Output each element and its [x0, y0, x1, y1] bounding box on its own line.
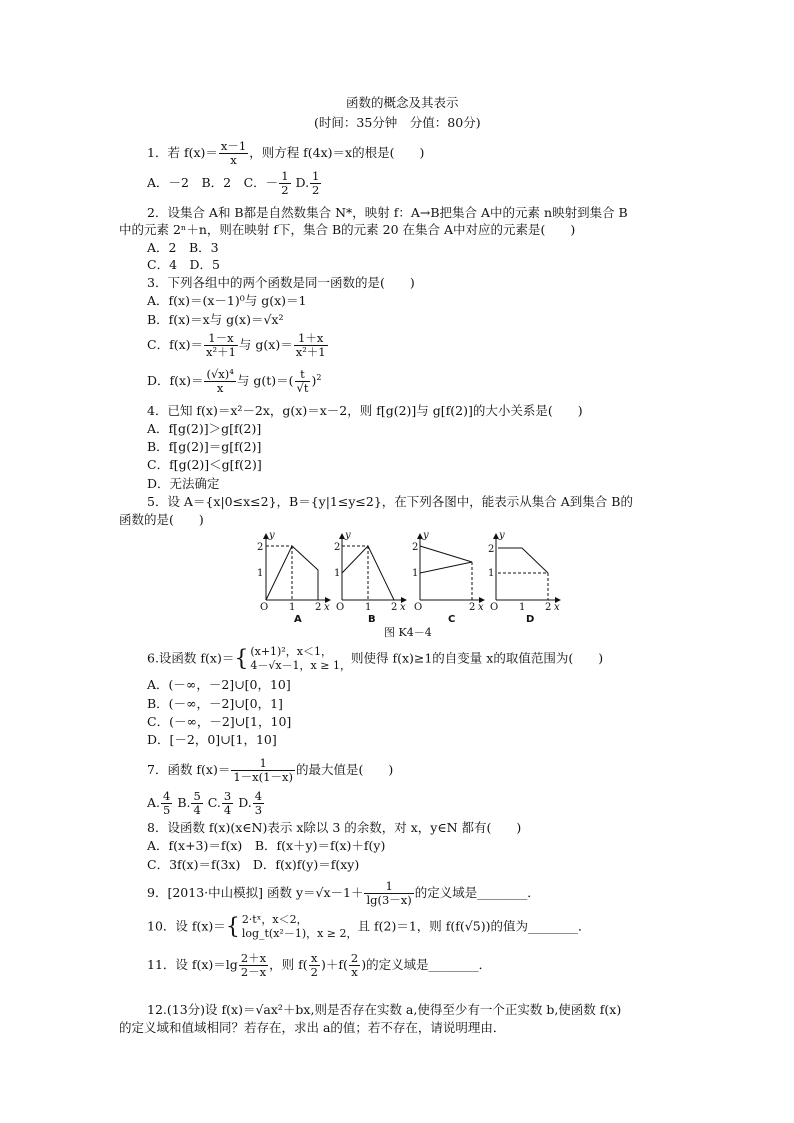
graph-c	[420, 534, 484, 600]
graph-c-axis-x: x	[478, 602, 484, 613]
q6-pre: 6.设函数 f(x)＝	[147, 650, 235, 666]
q10-brace: {	[225, 914, 240, 940]
q3-c-den2: x²＋1	[295, 345, 326, 359]
q11-pre: 11．设 f(x)＝lg	[147, 957, 238, 972]
q7-b-num: 5	[193, 789, 201, 803]
graph-b-tick-x1: 1	[365, 602, 372, 613]
q3-d-exponent: 2	[316, 372, 322, 382]
q3-d-fraction-2	[295, 368, 311, 395]
question-7	[147, 757, 393, 784]
q1-post: ，则方程 f(4x)＝x的根是( )	[249, 145, 425, 160]
graph-d-axis-x: x	[554, 602, 560, 613]
question-8-options-cd: C．3f(x)＝f(3x) D．f(x)f(y)＝f(xy)	[147, 857, 360, 872]
question-1	[147, 140, 424, 167]
question-3-option-b: B．f(x)＝x与 g(x)＝√x²	[147, 312, 284, 327]
q3-d-pre: D．f(x)＝	[147, 373, 204, 388]
graph-a-axis-x: x	[324, 602, 330, 613]
graph-a-tick-y2: 2	[257, 542, 264, 553]
page-title: 函数的概念及其表示	[346, 95, 459, 110]
graph-a-tick-y1: 1	[257, 568, 264, 579]
q11-d1: 2	[310, 965, 318, 979]
question-6-option-a: A．(－∞，－2]∪[0，10]	[147, 677, 291, 692]
q1-fraction	[219, 140, 248, 167]
question-4-option-d: D．无法确定	[147, 476, 220, 491]
question-2-options-cd: C．4 D．5	[147, 257, 220, 272]
graph-c-tick-y1: 1	[412, 568, 419, 579]
question-3-option-c	[147, 332, 329, 359]
graph-b-tick-x2: 2	[391, 602, 398, 613]
q7-c-den: 4	[223, 803, 232, 817]
q10-cases	[242, 913, 358, 941]
q10-pre: 10．设 f(x)＝	[147, 918, 226, 934]
graph-b-tick-y1: 1	[334, 568, 341, 579]
q7-a-num: 4	[163, 789, 171, 803]
graph-label-a: A	[294, 614, 302, 625]
q7-post: 的最大值是( )	[295, 762, 394, 777]
question-4-stem: 4．已知 f(x)＝x²－2x，g(x)＝x－2，则 f[g(2)]与 g[f(2)]的大小关系是( )	[147, 403, 583, 418]
q3-c-mid: 与 g(x)＝	[238, 337, 293, 352]
graph-d-axis-y: y	[499, 530, 505, 541]
graph-b	[342, 534, 406, 600]
graph-b-axis-x: x	[400, 602, 406, 613]
graph-d-tick-x1: 1	[519, 602, 526, 613]
q11-d2: x	[351, 965, 358, 979]
q6-brace: {	[234, 646, 249, 672]
graph-c-tick-y2: 2	[412, 542, 419, 553]
q1-fx: f(x)＝	[183, 145, 218, 160]
q3-c-pre: C．f(x)＝	[147, 337, 203, 352]
q1-options-text: A．－2 B．2 C．－	[147, 175, 279, 190]
graph-b-axis-y: y	[345, 530, 351, 541]
q3-d-num2: t	[295, 368, 311, 382]
graph-b-origin: O	[336, 602, 345, 613]
q7-num: 1	[231, 757, 295, 771]
question-4-option-c: C．f[g(2)]＜g[f(2)]	[147, 457, 262, 472]
q7-b-label: B.	[173, 795, 191, 810]
graph-a	[266, 534, 330, 600]
question-7-options	[147, 790, 265, 817]
q7-den: 1－x(1－x)	[233, 770, 293, 784]
q7-c-label: C.	[203, 795, 221, 810]
q7-d-fraction	[253, 790, 264, 817]
graph-c-tick-x2: 2	[469, 602, 476, 613]
graph-d-tick-y2: 2	[488, 544, 495, 555]
q9-post: 的定义域是________．	[414, 885, 540, 900]
q11-plus: ＋f	[325, 957, 343, 972]
question-3-option-d: D．f(x)＝ $\frac{\text{(√x)⁴}}{x}$ 与 g(t)＝( $\frac{t}{√t}$ )$^2$	[147, 367, 322, 395]
q3-c-num2: 1＋x	[294, 332, 328, 346]
q3-d-den2: √t	[296, 381, 309, 395]
graph-c-origin: O	[414, 602, 423, 613]
q7-a-den: 5	[163, 803, 171, 817]
graph-d	[496, 534, 560, 600]
question-4-option-b: B．f[g(2)]＝g[f(2)]	[147, 439, 262, 454]
q3-d-den1: x	[216, 381, 224, 395]
q11-post: 的定义域是________．	[366, 957, 492, 972]
graph-d-tick-y1: 1	[488, 568, 495, 579]
question-12-line2: 的定义域和值域相同？若存在，求出 a的值；若不存在，请说明理由．	[119, 1020, 506, 1035]
q3-c-den1: x²＋1	[206, 345, 236, 359]
q1-d-label: D.	[291, 175, 310, 190]
graph-a-axis-y: y	[269, 530, 275, 541]
q9-num: 1	[364, 880, 413, 894]
q1-den: x	[230, 153, 237, 167]
q3-d-num1: (√x)⁴	[206, 367, 234, 381]
q10-case1: 2·tˣ，x＜2，	[241, 913, 308, 926]
q10-case2: log_t(x²－1)，x ≥ 2，	[241, 927, 358, 940]
graph-d-tick-x2: 2	[545, 602, 552, 613]
q3-d-mid: 与 g(t)＝	[236, 373, 289, 388]
question-10	[147, 913, 590, 941]
graph-a-tick-x2: 2	[315, 602, 322, 613]
graph-a-origin: O	[260, 602, 269, 613]
q9-den: lg(3－x)	[366, 893, 412, 907]
graph-label-d: D	[526, 614, 535, 625]
q7-d-label: D.	[234, 795, 252, 810]
q11-fraction-1	[309, 952, 320, 979]
q11-n2: 2	[350, 951, 359, 965]
question-6-option-c: C．(－∞，－2]∪[1，10]	[147, 714, 292, 729]
q11-n1: x	[309, 952, 320, 966]
q11-mid: ，则 f	[269, 957, 303, 972]
question-4-option-a: A．f[g(2)]＞g[f(2)]	[147, 421, 262, 436]
question-3-stem: 3．下列各组中的两个函数是同一函数的是( )	[147, 275, 415, 290]
q11-num: 2＋x	[240, 951, 267, 965]
q3-d-fraction-1	[204, 368, 235, 395]
question-5-line2: 函数的是( )	[119, 512, 204, 527]
figure-caption: 图 K4－4	[384, 626, 432, 639]
q11-den: 2－x	[240, 965, 267, 979]
q6-cases	[250, 645, 351, 673]
q7-d-num: 4	[254, 789, 263, 803]
q1-d-num: 1	[312, 169, 320, 183]
question-2-options-ab: A．2 B．3	[147, 240, 219, 255]
q7-a-fraction	[161, 790, 172, 817]
question-1-options	[147, 170, 322, 197]
q1-option-d-fraction	[310, 170, 321, 197]
graph-d-origin: O	[490, 602, 499, 613]
question-11: 11．设 f(x)＝lg $\frac{2+x}{2-x}$ ，则 f( $\frac{x}{2}$ )＋f( $\frac{2}{x}$ )的定义域是________．	[147, 951, 492, 979]
q7-pre: 7．函数 f(x)＝	[147, 762, 231, 777]
q7-b-den: 4	[193, 803, 201, 817]
question-9	[147, 880, 540, 907]
question-6-option-d: D．[－2，0]∪[1，10]	[147, 732, 277, 747]
q7-b-fraction	[191, 790, 202, 817]
graph-label-c: C	[448, 614, 456, 625]
q1-option-c-fraction	[279, 170, 290, 197]
q3-c-fraction-1	[204, 332, 238, 359]
q7-a-label: A.	[147, 795, 161, 810]
q7-c-fraction	[222, 790, 233, 817]
question-8-stem: 8．设函数 f(x)(x∈N)表示 x除以 3 的余数，对 x，y∈N 都有( )	[147, 820, 522, 835]
q1-d-den: 2	[312, 183, 320, 197]
q1-pre: 1．若	[147, 145, 184, 160]
q7-d-den: 3	[254, 803, 263, 817]
time-score-info: (时间：35分钟 分值：80分)	[314, 115, 481, 130]
question-6-option-b: B．(－∞，－2]∪[0，1]	[147, 696, 283, 711]
q10-post: 且 f(2)＝1，则 f(f(√5))的值为________．	[357, 918, 591, 934]
q6-post: 则使得 f(x)≥1的自变量 x的取值范围为( )	[350, 650, 604, 666]
q3-c-num1: 1－x	[204, 332, 238, 346]
question-6	[147, 645, 603, 673]
function-graphs-figure	[258, 530, 578, 640]
q1-c-num: 1	[281, 169, 289, 183]
question-12-line1: 12.(13分)设 f(x)＝√ax²＋bx,则是否存在实数 a,使得至少有一个正实数 b,使函数 f(x)	[147, 1002, 622, 1017]
question-3-option-a: A．f(x)＝(x－1)⁰与 g(x)＝1	[147, 293, 307, 308]
q1-c-den: 2	[281, 183, 289, 197]
q1-num: x－1	[220, 139, 247, 153]
question-8-options-ab: A．f(x+3)＝f(x) B．f(x＋y)＝f(x)＋f(y)	[147, 838, 386, 853]
q7-c-num: 3	[223, 789, 232, 803]
q7-fraction	[231, 757, 295, 784]
question-2-line1: 2．设集合 A和 B都是自然数集合 N*，映射 f：A→B把集合 A中的元素 n映射到集合 B	[147, 205, 628, 220]
question-2-line2: 中的元素 2ⁿ＋n，则在映射 f下，集合 B的元素 20 在集合 A中对应的元素是( )	[119, 222, 576, 237]
q9-pre: 9．[2013·中山模拟] 函数 y＝√x－1＋	[147, 885, 364, 900]
q9-fraction	[364, 880, 413, 907]
q3-c-fraction-2	[294, 332, 328, 359]
q11-fraction-main	[239, 952, 268, 979]
question-5-line1: 5．设 A＝{x|0≤x≤2}，B＝{y|1≤y≤2}，在下列各图中，能表示从集合 A到集合 B的	[147, 494, 633, 509]
q6-case2: 4－√x－1，x ≥ 1，	[250, 659, 351, 672]
graph-b-tick-y2: 2	[334, 542, 341, 553]
graph-c-axis-y: y	[423, 530, 429, 541]
q11-fraction-2	[349, 952, 360, 979]
graph-a-tick-x1: 1	[289, 602, 296, 613]
q6-case1: (x+1)²，x＜1，	[250, 645, 332, 658]
graph-label-b: B	[368, 614, 376, 625]
